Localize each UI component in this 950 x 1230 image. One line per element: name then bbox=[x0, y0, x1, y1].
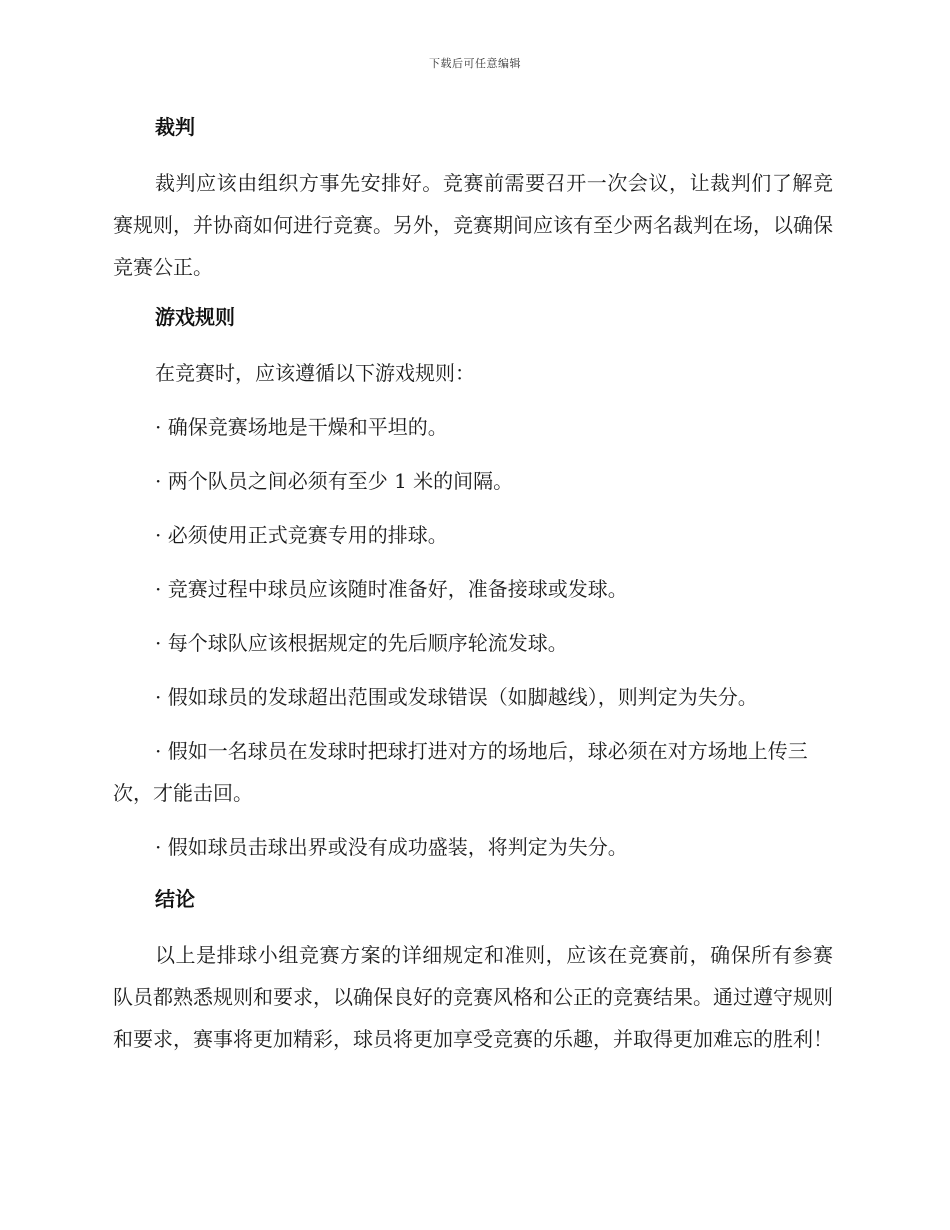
rule-item: · 假如球员击球出界或没有成功盛装，将判定为失分。 bbox=[155, 835, 628, 859]
rule-item: · 必须使用正式竞赛专用的排球。 bbox=[155, 523, 448, 547]
rule-item: · 每个球队应该根据规定的先后顺序轮流发球。 bbox=[155, 631, 568, 655]
header-note: 下载后可任意编辑 bbox=[429, 57, 521, 70]
section-title-rules: 游戏规则 bbox=[155, 305, 235, 329]
rule-item: · 假如球员的发球超出范围或发球错误（如脚越线），则判定为失分。 bbox=[155, 685, 758, 709]
rule-item: · 假如一名球员在发球时把球打进对方的场地后，球必须在对方场地上传三次，才能击回。 bbox=[113, 739, 808, 805]
document-body bbox=[113, 108, 833, 1060]
rules-intro: 在竞赛时，应该遵循以下游戏规则： bbox=[155, 361, 475, 385]
conclusion-paragraph: 以上是排球小组竞赛方案的详细规定和准则，应该在竞赛前，确保所有参赛队员都熟悉规则和要求，以确保良好的竞赛风格和公正的竞赛结果。通过遵守规则和要求，赛事将更加精彩，球员将更加享受竞赛的乐趣，并取得更加难忘的胜利！ bbox=[113, 943, 833, 1051]
section-title-referee: 裁判 bbox=[155, 115, 195, 139]
section-title-conclusion: 结论 bbox=[155, 887, 195, 911]
rule-item: · 竞赛过程中球员应该随时准备好，准备接球或发球。 bbox=[155, 577, 628, 601]
rule-item: · 确保竞赛场地是干燥和平坦的。 bbox=[155, 415, 448, 439]
rule-item: · 两个队员之间必须有至少 1 米的间隔。 bbox=[155, 469, 514, 493]
referee-paragraph: 裁判应该由组织方事先安排好。竞赛前需要召开一次会议，让裁判们了解竞赛规则，并协商如何进行竞赛。另外，竞赛期间应该有至少两名裁判在场，以确保竞赛公正。 bbox=[113, 171, 833, 279]
